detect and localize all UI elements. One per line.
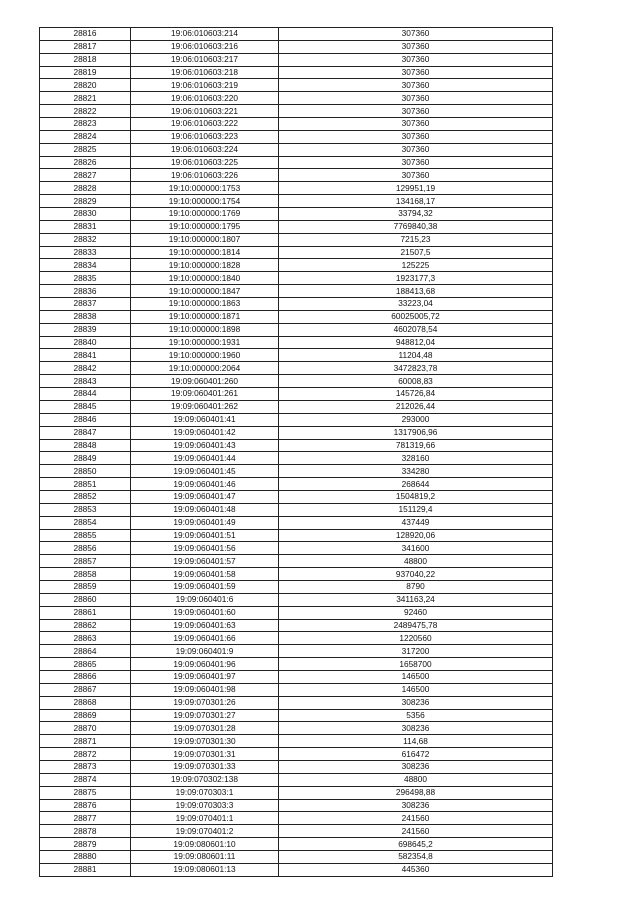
table-row <box>40 503 553 516</box>
value-cell: 328160 <box>279 452 553 465</box>
cadastral-number-cell: 19:09:070401:1 <box>131 812 279 825</box>
cadastral-number-cell: 19:10:000000:1769 <box>131 208 279 221</box>
table-row <box>40 670 553 683</box>
cadastral-number-cell: 19:10:000000:2064 <box>131 362 279 375</box>
cadastral-number-cell: 19:09:070303:3 <box>131 799 279 812</box>
row-number-cell: 28866 <box>40 670 131 683</box>
value-cell: 48800 <box>279 555 553 568</box>
cadastral-number-cell: 19:09:060401:46 <box>131 478 279 491</box>
cadastral-number-cell: 19:06:010603:218 <box>131 66 279 79</box>
table-row <box>40 735 553 748</box>
row-number-cell: 28842 <box>40 362 131 375</box>
value-cell: 212026,44 <box>279 400 553 413</box>
value-cell: 698645,2 <box>279 838 553 851</box>
row-number-cell: 28832 <box>40 233 131 246</box>
value-cell: 33794,32 <box>279 208 553 221</box>
cadastral-number-cell: 19:09:060401:45 <box>131 465 279 478</box>
table-row <box>40 760 553 773</box>
cadastral-number-cell: 19:09:060401:63 <box>131 619 279 632</box>
cadastral-number-cell: 19:09:080601:11 <box>131 851 279 864</box>
row-number-cell: 28881 <box>40 863 131 876</box>
table-row <box>40 812 553 825</box>
cadastral-number-cell: 19:10:000000:1795 <box>131 220 279 233</box>
row-number-cell: 28858 <box>40 568 131 581</box>
cadastral-number-cell: 19:10:000000:1847 <box>131 285 279 298</box>
value-cell: 307360 <box>279 79 553 92</box>
value-cell: 307360 <box>279 53 553 66</box>
cadastral-number-cell: 19:09:060401:43 <box>131 439 279 452</box>
row-number-cell: 28873 <box>40 760 131 773</box>
row-number-cell: 28857 <box>40 555 131 568</box>
value-cell: 1658700 <box>279 658 553 671</box>
cadastral-number-cell: 19:09:060401:57 <box>131 555 279 568</box>
cadastral-number-cell: 19:09:070301:30 <box>131 735 279 748</box>
table-row <box>40 259 553 272</box>
value-cell: 33223,04 <box>279 298 553 311</box>
value-cell: 445360 <box>279 863 553 876</box>
table-row <box>40 413 553 426</box>
table-row <box>40 105 553 118</box>
row-number-cell: 28844 <box>40 388 131 401</box>
value-cell: 582354,8 <box>279 851 553 864</box>
cadastral-number-cell: 19:09:070301:31 <box>131 748 279 761</box>
table-row <box>40 310 553 323</box>
value-cell: 296498,88 <box>279 786 553 799</box>
table-row <box>40 323 553 336</box>
table-row <box>40 722 553 735</box>
cadastral-number-cell: 19:09:060401:66 <box>131 632 279 645</box>
value-cell: 1220560 <box>279 632 553 645</box>
value-cell: 241560 <box>279 812 553 825</box>
value-cell: 151129,4 <box>279 503 553 516</box>
value-cell: 1317906,96 <box>279 426 553 439</box>
row-number-cell: 28826 <box>40 156 131 169</box>
table-row <box>40 851 553 864</box>
cadastral-number-cell: 19:06:010603:225 <box>131 156 279 169</box>
row-number-cell: 28878 <box>40 825 131 838</box>
table-row <box>40 516 553 529</box>
cadastral-number-cell: 19:06:010603:226 <box>131 169 279 182</box>
cadastral-number-cell: 19:09:060401:42 <box>131 426 279 439</box>
cadastral-number-cell: 19:09:060401:260 <box>131 375 279 388</box>
row-number-cell: 28823 <box>40 118 131 131</box>
table-row <box>40 233 553 246</box>
value-cell: 145726,84 <box>279 388 553 401</box>
value-cell: 11204,48 <box>279 349 553 362</box>
row-number-cell: 28849 <box>40 452 131 465</box>
row-number-cell: 28868 <box>40 696 131 709</box>
value-cell: 616472 <box>279 748 553 761</box>
value-cell: 7769840,38 <box>279 220 553 233</box>
value-cell: 307360 <box>279 156 553 169</box>
row-number-cell: 28827 <box>40 169 131 182</box>
cadastral-number-cell: 19:09:060401:60 <box>131 606 279 619</box>
row-number-cell: 28825 <box>40 143 131 156</box>
value-cell: 1923177,3 <box>279 272 553 285</box>
table-row <box>40 285 553 298</box>
row-number-cell: 28869 <box>40 709 131 722</box>
value-cell: 307360 <box>279 92 553 105</box>
value-cell: 188413,68 <box>279 285 553 298</box>
row-number-cell: 28816 <box>40 28 131 41</box>
table-row <box>40 838 553 851</box>
table-row <box>40 66 553 79</box>
row-number-cell: 28846 <box>40 413 131 426</box>
table-row <box>40 683 553 696</box>
table-row <box>40 863 553 876</box>
cadastral-number-cell: 19:09:060401:59 <box>131 580 279 593</box>
value-cell: 129951,19 <box>279 182 553 195</box>
row-number-cell: 28859 <box>40 580 131 593</box>
cadastral-number-cell: 19:09:080601:13 <box>131 863 279 876</box>
table-row <box>40 246 553 259</box>
value-cell: 92460 <box>279 606 553 619</box>
cadastral-number-cell: 19:09:060401:49 <box>131 516 279 529</box>
table-row <box>40 825 553 838</box>
row-number-cell: 28818 <box>40 53 131 66</box>
row-number-cell: 28872 <box>40 748 131 761</box>
value-cell: 268644 <box>279 478 553 491</box>
value-cell: 307360 <box>279 143 553 156</box>
cadastral-number-cell: 19:09:060401:261 <box>131 388 279 401</box>
row-number-cell: 28830 <box>40 208 131 221</box>
value-cell: 7215,23 <box>279 233 553 246</box>
row-number-cell: 28855 <box>40 529 131 542</box>
row-number-cell: 28876 <box>40 799 131 812</box>
value-cell: 307360 <box>279 28 553 41</box>
table-body <box>40 28 553 877</box>
table-row <box>40 272 553 285</box>
value-cell: 241560 <box>279 825 553 838</box>
table-row <box>40 439 553 452</box>
row-number-cell: 28835 <box>40 272 131 285</box>
cadastral-number-cell: 19:06:010603:223 <box>131 130 279 143</box>
row-number-cell: 28831 <box>40 220 131 233</box>
cadastral-number-cell: 19:10:000000:1960 <box>131 349 279 362</box>
cadastral-number-cell: 19:06:010603:214 <box>131 28 279 41</box>
table-row <box>40 748 553 761</box>
table-row <box>40 452 553 465</box>
value-cell: 437449 <box>279 516 553 529</box>
row-number-cell: 28821 <box>40 92 131 105</box>
table-row <box>40 696 553 709</box>
row-number-cell: 28829 <box>40 195 131 208</box>
cadastral-number-cell: 19:09:060401:6 <box>131 593 279 606</box>
cadastral-number-cell: 19:10:000000:1840 <box>131 272 279 285</box>
table-row <box>40 619 553 632</box>
cadastral-number-cell: 19:10:000000:1871 <box>131 310 279 323</box>
cadastral-number-cell: 19:09:070303:1 <box>131 786 279 799</box>
row-number-cell: 28824 <box>40 130 131 143</box>
cadastral-number-cell: 19:10:000000:1814 <box>131 246 279 259</box>
table-row <box>40 593 553 606</box>
cadastral-number-cell: 19:10:000000:1753 <box>131 182 279 195</box>
cadastral-number-cell: 19:06:010603:217 <box>131 53 279 66</box>
row-number-cell: 28870 <box>40 722 131 735</box>
cadastral-value-table <box>39 27 553 877</box>
cadastral-number-cell: 19:09:070301:26 <box>131 696 279 709</box>
table-row <box>40 529 553 542</box>
table-row <box>40 580 553 593</box>
value-cell: 3472823,78 <box>279 362 553 375</box>
cadastral-number-cell: 19:09:070301:27 <box>131 709 279 722</box>
table-row <box>40 645 553 658</box>
cadastral-number-cell: 19:09:060401:56 <box>131 542 279 555</box>
cadastral-number-cell: 19:09:060401:96 <box>131 658 279 671</box>
row-number-cell: 28819 <box>40 66 131 79</box>
row-number-cell: 28841 <box>40 349 131 362</box>
table-row <box>40 169 553 182</box>
cadastral-number-cell: 19:09:060401:51 <box>131 529 279 542</box>
table-row <box>40 53 553 66</box>
table-row <box>40 40 553 53</box>
cadastral-number-cell: 19:10:000000:1898 <box>131 323 279 336</box>
table-row <box>40 92 553 105</box>
table-row <box>40 568 553 581</box>
value-cell: 341163,24 <box>279 593 553 606</box>
row-number-cell: 28852 <box>40 490 131 503</box>
row-number-cell: 28848 <box>40 439 131 452</box>
value-cell: 114,68 <box>279 735 553 748</box>
cadastral-number-cell: 19:09:060401:58 <box>131 568 279 581</box>
row-number-cell: 28838 <box>40 310 131 323</box>
value-cell: 2489475,78 <box>279 619 553 632</box>
value-cell: 60025005,72 <box>279 310 553 323</box>
value-cell: 308236 <box>279 760 553 773</box>
value-cell: 334280 <box>279 465 553 478</box>
row-number-cell: 28880 <box>40 851 131 864</box>
row-number-cell: 28850 <box>40 465 131 478</box>
row-number-cell: 28862 <box>40 619 131 632</box>
table-row <box>40 208 553 221</box>
cadastral-number-cell: 19:06:010603:221 <box>131 105 279 118</box>
table-row <box>40 478 553 491</box>
value-cell: 317200 <box>279 645 553 658</box>
value-cell: 146500 <box>279 670 553 683</box>
table-row <box>40 28 553 41</box>
value-cell: 307360 <box>279 169 553 182</box>
value-cell: 146500 <box>279 683 553 696</box>
table-row <box>40 388 553 401</box>
table-row <box>40 375 553 388</box>
value-cell: 307360 <box>279 105 553 118</box>
cadastral-number-cell: 19:09:080601:10 <box>131 838 279 851</box>
value-cell: 48800 <box>279 773 553 786</box>
row-number-cell: 28865 <box>40 658 131 671</box>
value-cell: 5356 <box>279 709 553 722</box>
row-number-cell: 28875 <box>40 786 131 799</box>
table-row <box>40 490 553 503</box>
cadastral-number-cell: 19:09:060401:47 <box>131 490 279 503</box>
value-cell: 948812,04 <box>279 336 553 349</box>
cadastral-number-cell: 19:09:060401:98 <box>131 683 279 696</box>
value-cell: 60008,83 <box>279 375 553 388</box>
value-cell: 781319,66 <box>279 439 553 452</box>
row-number-cell: 28877 <box>40 812 131 825</box>
table-row <box>40 79 553 92</box>
table-row <box>40 349 553 362</box>
row-number-cell: 28863 <box>40 632 131 645</box>
row-number-cell: 28837 <box>40 298 131 311</box>
row-number-cell: 28871 <box>40 735 131 748</box>
value-cell: 293000 <box>279 413 553 426</box>
table-row <box>40 786 553 799</box>
table-row <box>40 658 553 671</box>
value-cell: 307360 <box>279 118 553 131</box>
table-row <box>40 799 553 812</box>
value-cell: 308236 <box>279 722 553 735</box>
cadastral-number-cell: 19:09:060401:97 <box>131 670 279 683</box>
row-number-cell: 28840 <box>40 336 131 349</box>
cadastral-number-cell: 19:10:000000:1931 <box>131 336 279 349</box>
cadastral-number-cell: 19:09:070401:2 <box>131 825 279 838</box>
cadastral-number-cell: 19:06:010603:216 <box>131 40 279 53</box>
cadastral-number-cell: 19:10:000000:1754 <box>131 195 279 208</box>
table-row <box>40 606 553 619</box>
row-number-cell: 28843 <box>40 375 131 388</box>
cadastral-number-cell: 19:09:060401:262 <box>131 400 279 413</box>
row-number-cell: 28856 <box>40 542 131 555</box>
cadastral-number-cell: 19:09:060401:9 <box>131 645 279 658</box>
cadastral-number-cell: 19:06:010603:224 <box>131 143 279 156</box>
cadastral-number-cell: 19:09:060401:44 <box>131 452 279 465</box>
table-row <box>40 130 553 143</box>
cadastral-number-cell: 19:10:000000:1807 <box>131 233 279 246</box>
table-row <box>40 555 553 568</box>
value-cell: 128920,06 <box>279 529 553 542</box>
row-number-cell: 28828 <box>40 182 131 195</box>
row-number-cell: 28874 <box>40 773 131 786</box>
table-row <box>40 709 553 722</box>
value-cell: 134168,17 <box>279 195 553 208</box>
table-row <box>40 400 553 413</box>
row-number-cell: 28836 <box>40 285 131 298</box>
row-number-cell: 28861 <box>40 606 131 619</box>
table-row <box>40 182 553 195</box>
table-row <box>40 298 553 311</box>
value-cell: 1504819,2 <box>279 490 553 503</box>
cadastral-number-cell: 19:09:070301:33 <box>131 760 279 773</box>
cadastral-number-cell: 19:09:060401:41 <box>131 413 279 426</box>
cadastral-number-cell: 19:09:070301:28 <box>131 722 279 735</box>
row-number-cell: 28851 <box>40 478 131 491</box>
value-cell: 308236 <box>279 696 553 709</box>
table-row <box>40 220 553 233</box>
row-number-cell: 28833 <box>40 246 131 259</box>
row-number-cell: 28834 <box>40 259 131 272</box>
table-row <box>40 632 553 645</box>
row-number-cell: 28864 <box>40 645 131 658</box>
value-cell: 307360 <box>279 130 553 143</box>
row-number-cell: 28817 <box>40 40 131 53</box>
row-number-cell: 28860 <box>40 593 131 606</box>
table-row <box>40 143 553 156</box>
value-cell: 307360 <box>279 40 553 53</box>
table-row <box>40 773 553 786</box>
table-row <box>40 156 553 169</box>
row-number-cell: 28839 <box>40 323 131 336</box>
table-row <box>40 336 553 349</box>
value-cell: 8790 <box>279 580 553 593</box>
row-number-cell: 28867 <box>40 683 131 696</box>
table-row <box>40 362 553 375</box>
value-cell: 21507,5 <box>279 246 553 259</box>
row-number-cell: 28822 <box>40 105 131 118</box>
cadastral-number-cell: 19:06:010603:219 <box>131 79 279 92</box>
cadastral-number-cell: 19:09:060401:48 <box>131 503 279 516</box>
cadastral-number-cell: 19:10:000000:1828 <box>131 259 279 272</box>
table-row <box>40 426 553 439</box>
table-row <box>40 542 553 555</box>
value-cell: 4602078,54 <box>279 323 553 336</box>
row-number-cell: 28853 <box>40 503 131 516</box>
value-cell: 308236 <box>279 799 553 812</box>
value-cell: 125225 <box>279 259 553 272</box>
cadastral-number-cell: 19:06:010603:222 <box>131 118 279 131</box>
cadastral-number-cell: 19:10:000000:1863 <box>131 298 279 311</box>
value-cell: 937040,22 <box>279 568 553 581</box>
value-cell: 307360 <box>279 66 553 79</box>
table-row <box>40 465 553 478</box>
row-number-cell: 28879 <box>40 838 131 851</box>
row-number-cell: 28820 <box>40 79 131 92</box>
value-cell: 341600 <box>279 542 553 555</box>
table-row <box>40 195 553 208</box>
row-number-cell: 28854 <box>40 516 131 529</box>
cadastral-number-cell: 19:09:070302:138 <box>131 773 279 786</box>
cadastral-number-cell: 19:06:010603:220 <box>131 92 279 105</box>
table-row <box>40 118 553 131</box>
row-number-cell: 28845 <box>40 400 131 413</box>
row-number-cell: 28847 <box>40 426 131 439</box>
